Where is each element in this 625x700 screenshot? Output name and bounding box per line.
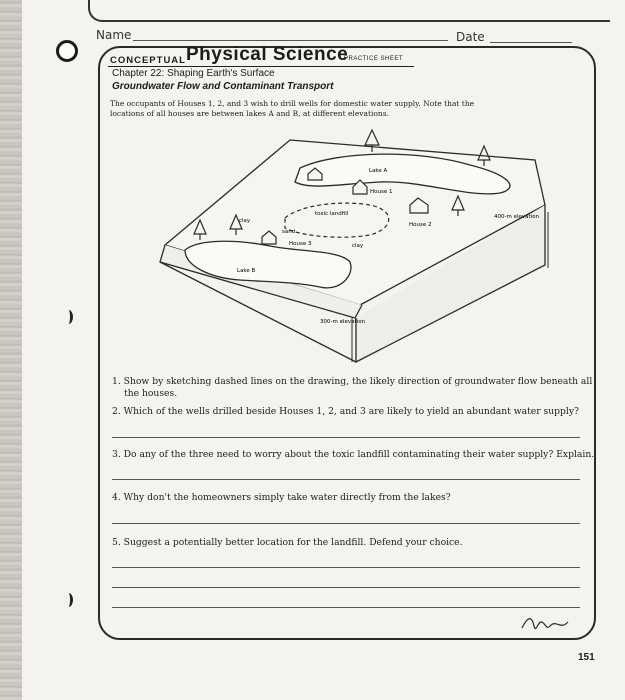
brand-prefix: CONCEPTUAL xyxy=(110,55,186,66)
practice-sheet-label: PRACTICE SHEET xyxy=(344,56,404,62)
elevation-400-label: 400-m elevation xyxy=(494,214,540,220)
sand-label: sand xyxy=(282,229,296,235)
date-label: Date xyxy=(456,30,485,44)
name-label: Name xyxy=(96,28,132,42)
lake-a-label: Lake A xyxy=(369,168,388,174)
question-3: 3. Do any of the three need to worry about the toxic landfill contaminating their water supply? Explain. xyxy=(112,449,595,460)
author-signature-graphic xyxy=(520,612,570,636)
page-number: 151 xyxy=(578,652,595,663)
answer-line-q2[interactable] xyxy=(112,437,580,438)
house-2-label: House 2 xyxy=(409,222,432,228)
question-1-line-1: 1. Show by sketching dashed lines on the drawing, the likely direction of groundwater flow beneath all xyxy=(112,376,593,387)
elevation-300-label: 300-m elevation xyxy=(320,319,366,325)
intro-line-2: locations of all houses are between lakes A and B, at different elevations. xyxy=(110,109,389,118)
intro-line-1: The occupants of Houses 1, 2, and 3 wish to drill wells for domestic water supply. Note that the xyxy=(110,99,475,108)
chapter-title: Chapter 22: Shaping Earth's Surface xyxy=(112,68,275,79)
clay-label-left: clay xyxy=(239,218,251,224)
lake-b-label: Lake B xyxy=(237,268,256,274)
worksheet-subtitle: Groundwater Flow and Contaminant Transport xyxy=(112,81,334,92)
answer-line-q5[interactable] xyxy=(112,607,580,608)
house-1-label: House 1 xyxy=(370,189,393,195)
question-1-line-2: the houses. xyxy=(124,388,178,399)
answer-line-q5[interactable] xyxy=(112,567,580,568)
question-4: 4. Why don't the homeowners simply take water directly from the lakes? xyxy=(112,492,451,503)
answer-line-q3[interactable] xyxy=(112,479,580,480)
clay-label-right: clay xyxy=(352,243,364,249)
house-3-label: House 3 xyxy=(289,241,312,247)
question-2: 2. Which of the wells drilled beside Houses 1, 2, and 3 are likely to yield an abundant water supply? xyxy=(112,406,579,417)
brand-title: Physical Science xyxy=(186,44,349,65)
question-5: 5. Suggest a potentially better location for the landfill. Defend your choice. xyxy=(112,537,463,548)
toxic-landfill-label: toxic landfill xyxy=(315,211,349,217)
answer-line-q5[interactable] xyxy=(112,587,580,588)
answer-line-q4[interactable] xyxy=(112,523,580,524)
